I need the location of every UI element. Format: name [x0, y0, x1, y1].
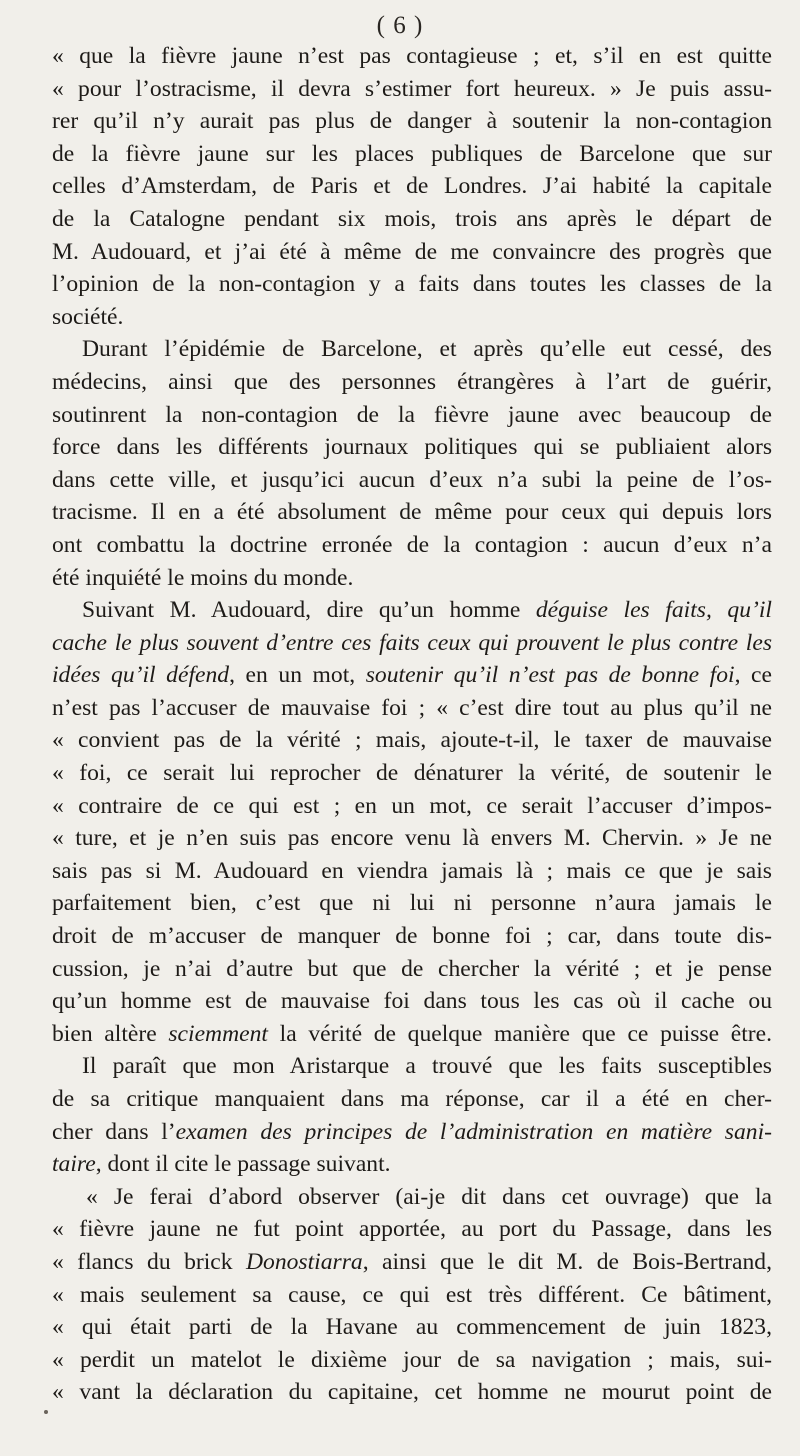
text-line: été inquiété le moins du monde.	[52, 564, 354, 591]
text-line: société.	[52, 303, 124, 330]
italic-phrase: taire	[52, 1151, 96, 1178]
text-line: Suivant M. Audouard, dire qu’un homme déguise les faits, qu’il	[82, 597, 772, 624]
text-line: celles d’Amsterdam, de Paris et de Londres. J’ai habité la capitale	[52, 173, 772, 200]
text-line: taire, dont il cite le passage suivant.	[52, 1151, 391, 1178]
text-line: « vant la déclaration du capitaine, cet homme ne mourut point de	[52, 1379, 772, 1406]
text-line: M. Audouard, et j’ai été à même de me convaincre des progrès que	[52, 238, 772, 265]
italic-phrase: soutenir qu’il n’est pas de bonne foi	[365, 662, 735, 689]
text-line: droit de m’accuser de manquer de bonne foi ; car, dans toute dis-	[52, 923, 772, 950]
text-line: bien altère sciemment la vérité de quelque manière que ce puisse être.	[52, 1020, 772, 1047]
text-line: « perdit un matelot le dixième jour de sa navigation ; mais, sui-	[52, 1346, 772, 1373]
text-line: « ture, et je n’en suis pas encore venu là envers M. Chervin. » Je ne	[52, 825, 772, 852]
text-line: de la Catalogne pendant six mois, trois ans après le départ de	[52, 205, 772, 232]
text-line: « fièvre jaune ne fut point apportée, au port du Passage, dans les	[52, 1216, 772, 1243]
text-line: n’est pas l’accuser de mauvaise foi ; « c’est dire tout au plus qu’il ne	[52, 694, 772, 721]
text-line: de la fièvre jaune sur les places publiques de Barcelone que sur	[52, 140, 772, 167]
text-line: dans cette ville, et jusqu’ici aucun d’eux n’a subi la peine de l’os-	[52, 466, 772, 493]
text-line: de sa critique manquaient dans ma réponse, car il a été en cher-	[52, 1086, 772, 1112]
italic-phrase: Donostiarra	[246, 1248, 363, 1275]
italic-phrase: cache le plus souvent d’entre ces faits ceux qui prouvent le plus contre les	[52, 629, 772, 656]
text-line: idées qu’il défend, en un mot, soutenir qu’il n’est pas de bonne foi, ce	[52, 662, 772, 689]
text-line: « que la fièvre jaune n’est pas contagieuse ; et, s’il en est quitte	[52, 43, 772, 69]
text-line: « flancs du brick Donostiarra, ainsi que le dit M. de Bois-Bertrand,	[52, 1248, 772, 1275]
text-line: « qui était parti de la Havane au commencement de juin 1823,	[52, 1314, 772, 1341]
text-line: « convient pas de la vérité ; mais, ajoute-t-il, le taxer de mauvaise	[52, 727, 772, 754]
text-line: tracisme. Il en a été absolument de même pour ceux qui depuis lors	[52, 499, 772, 526]
text-line: « foi, ce serait lui reprocher de dénaturer la vérité, de soutenir le	[52, 760, 772, 787]
text-line: cussion, je n’ai d’autre but que de chercher la vérité ; et je pense	[52, 955, 772, 982]
text-line: « mais seulement sa cause, ce qui est très différent. Ce bâtiment,	[52, 1281, 772, 1308]
body-text	[52, 40, 772, 1409]
italic-phrase: déguise les faits, qu’il	[535, 597, 772, 624]
text-line: sais pas si M. Audouard en viendra jamais là ; mais ce que je sais	[52, 857, 772, 884]
text-line: « contraire de ce qui est ; en un mot, ce serait l’accuser d’impos-	[52, 792, 772, 819]
text-line: l’opinion de la non-contagion y a faits dans toutes les classes de la	[52, 271, 772, 298]
text-line: qu’un homme est de mauvaise foi dans tous les cas où il cache ou	[52, 988, 772, 1015]
text-line: médecins, ainsi que des personnes étrangères à l’art de guérir,	[52, 368, 772, 395]
text-line: soutinrent la non-contagion de la fièvre jaune avec beaucoup de	[52, 401, 772, 428]
italic-phrase: sciemment	[168, 1020, 268, 1047]
italic-phrase: examen des principes de l’administration en matière sani-	[175, 1118, 772, 1145]
text-line	[52, 627, 772, 660]
text-line: ont combattu la doctrine erronée de la contagion : aucun d’eux n’a	[52, 531, 772, 558]
text-line: « pour l’ostracisme, il devra s’estimer fort heureux. » Je puis assu-	[52, 75, 772, 102]
text-line: parfaitement bien, c’est que ni lui ni personne n’aura jamais le	[52, 890, 772, 917]
text-line: rer qu’il n’y aurait pas plus de danger à soutenir la non-contagion	[52, 108, 772, 135]
text-line: Il paraît que mon Aristarque a trouvé que les faits susceptibles	[82, 1053, 772, 1080]
text-line: force dans les différents journaux politiques qui se publiaient alors	[52, 434, 772, 461]
italic-phrase: idées qu’il défend	[52, 662, 230, 689]
text-line: cher dans l’examen des principes de l’administration en matière sani-	[52, 1118, 772, 1145]
ink-speck	[44, 1410, 48, 1414]
text-line: « Je ferai d’abord observer (ai-je dit dans cet ouvrage) que la	[86, 1183, 772, 1210]
text-line: Durant l’épidémie de Barcelone, et après qu’elle eut cessé, des	[82, 336, 772, 363]
page-number: ( 6 )	[376, 12, 424, 39]
